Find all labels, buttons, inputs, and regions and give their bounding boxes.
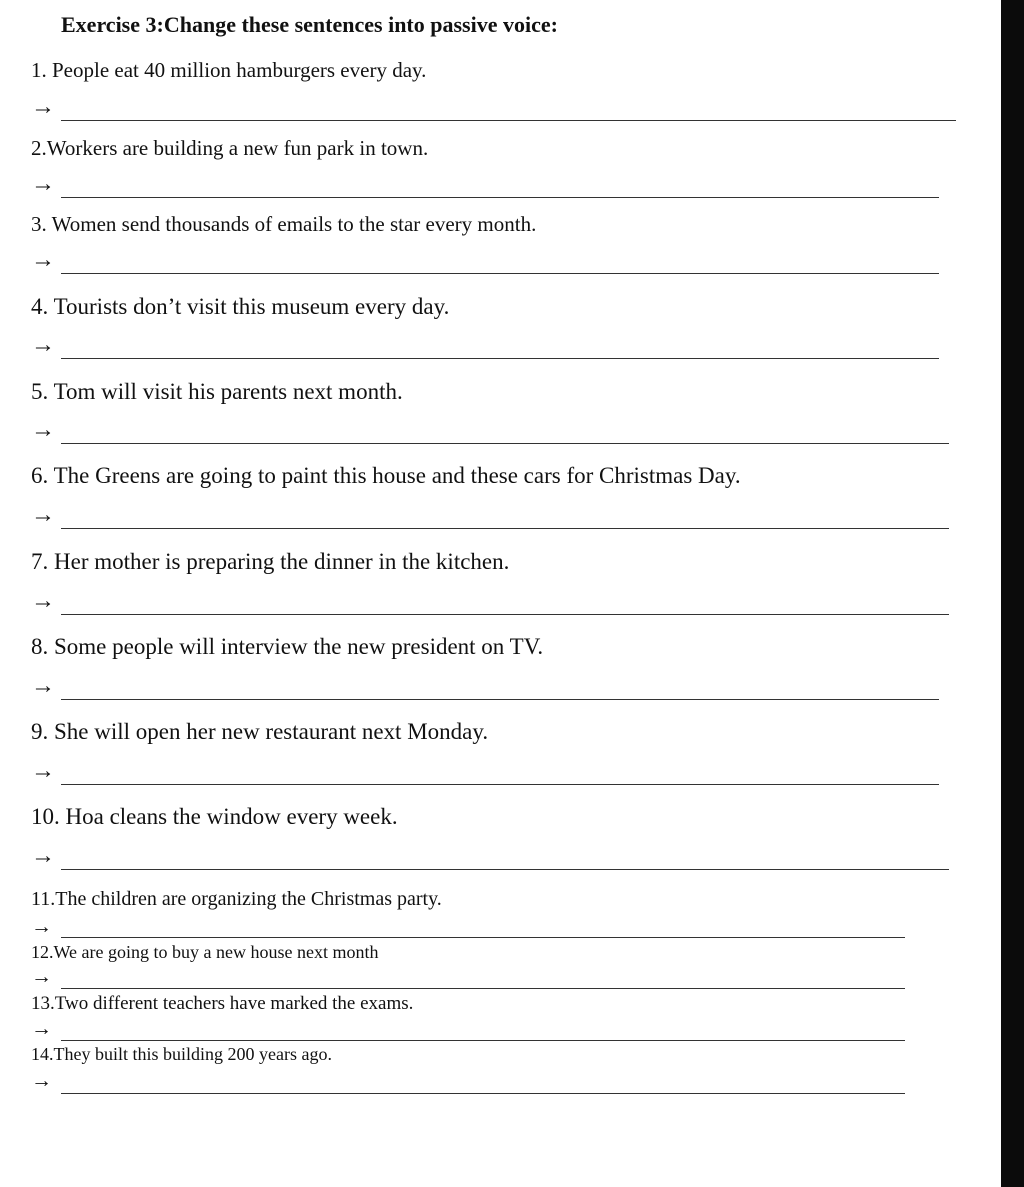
answer-line-14[interactable] [61,1093,905,1094]
answer-line-10[interactable] [61,869,949,870]
dark-edge-border [1001,0,1024,1187]
answer-arrow-8: → [31,673,55,699]
answer-line-2[interactable] [61,197,939,198]
answer-line-6[interactable] [61,528,949,529]
answer-line-13[interactable] [61,1040,905,1041]
answer-line-11[interactable] [61,937,905,938]
answer-arrow-4: → [31,332,55,358]
question-10: 10. Hoa cleans the window every week. [31,804,398,829]
question-12: 12.We are going to buy a new house next month [31,942,379,962]
answer-line-3[interactable] [61,273,939,274]
exercise-title: Exercise 3:Change these sentences into passive voice: [61,12,558,37]
question-11: 11.The children are organizing the Christmas party. [31,888,442,910]
question-6: 6. The Greens are going to paint this house and these cars for Christmas Day. [31,463,741,488]
answer-line-7[interactable] [61,614,949,615]
answer-arrow-12: → [31,964,52,988]
question-4: 4. Tourists don’t visit this museum every day. [31,294,450,319]
answer-line-4[interactable] [61,358,939,359]
question-2: 2.Workers are building a new fun park in town. [31,136,429,160]
question-8: 8. Some people will interview the new president on TV. [31,634,544,659]
answer-line-5[interactable] [61,443,949,444]
answer-arrow-6: → [31,502,55,528]
answer-line-12[interactable] [61,988,905,989]
answer-arrow-7: → [31,588,55,614]
answer-arrow-11: → [31,914,52,938]
question-1: 1. People eat 40 million hamburgers every day. [31,58,427,82]
answer-arrow-3: → [31,247,55,273]
question-3: 3. Women send thousands of emails to the star every month. [31,212,537,236]
answer-arrow-1: → [31,94,55,120]
question-7: 7. Her mother is preparing the dinner in the kitchen. [31,549,510,574]
question-14: 14.They built this building 200 years ago. [31,1044,332,1064]
answer-arrow-5: → [31,417,55,443]
question-9: 9. She will open her new restaurant next Monday. [31,719,489,744]
answer-arrow-2: → [31,171,55,197]
answer-arrow-9: → [31,758,55,784]
answer-arrow-10: → [31,843,55,869]
answer-arrow-13: → [31,1016,52,1040]
answer-line-9[interactable] [61,784,939,785]
answer-line-1[interactable] [61,120,956,121]
answer-arrow-14: → [31,1068,52,1092]
question-13: 13.Two different teachers have marked the exams. [31,993,414,1014]
answer-line-8[interactable] [61,699,939,700]
question-5: 5. Tom will visit his parents next month. [31,379,403,404]
